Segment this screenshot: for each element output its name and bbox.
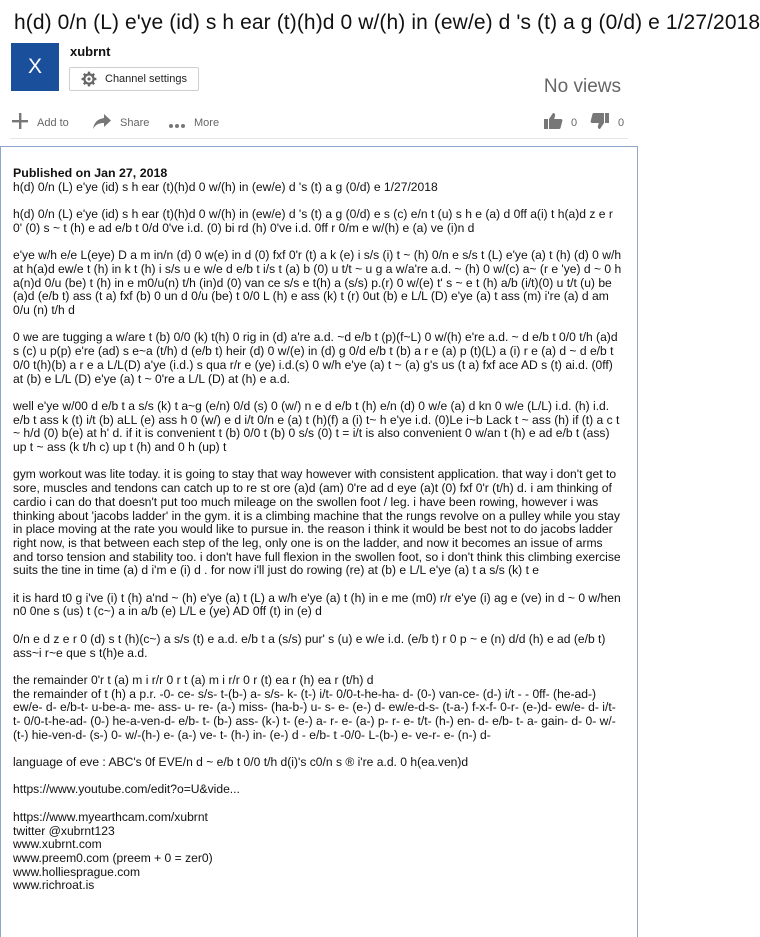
more-label: More [194,117,220,129]
channel-settings-label: Channel settings [105,73,187,85]
channel-avatar[interactable] [11,43,59,91]
channel-settings-button[interactable] [69,67,199,91]
description-paragraph: h(d) 0/n (L) e'ye (id) s h ear (t)(h)d 0 w/(h) in (ew/e) d 's (t) a g (0/d) e 1/27/2018 [13,179,438,194]
description-paragraph: the remainder 0'r t (a) m i r/r 0 r t (a) m i r/r 0 r (t) ea r (h) ea r (t/h) d the remainder of t (h) a p.r. -0- ce- s/s- t-(b-) a- s/s- k- (t-) i/t- 0/0-t-he-ha- d- (0-) van-ce- (d-) i/t - - 0ff- (he-ad-) ew/e- d- e/b-t- u-be-a- me- ass- u- re- (a-) miss- (ha-b-) u- s- e- (e-) d- ew/e-d-s- (t-a-) f-x-f- 0-r- (e-)d- ew/e- d- i/t- t- 0/0-t-he-ad- (0-) he-a-ven-d- e/b- t- (b-) ass- (k-) t- (e-) a- r- e- (a-) p- r- e- t/t- (h-) en- d- e/b- t- a- gain- d- 0- w/-(t-) hie-ven-d- (s-) 0- w/-(h-) e- (a-) ve- t- (h-) in- (e-) d - e/b- t -0/0- L-(b-) e- ve-r- e- (n-) d- [13,672,616,742]
description-link[interactable]: https://www.youtube.com/edit?o=U&vide... [13,782,240,797]
dislike-count: 0 [618,117,625,129]
description-links[interactable]: https://www.myearthcam.com/xubrnt twitter @xubrnt123 www.xubrnt.com www.preem0.com (preem + 0 = zer0) www.holliesprague.com www.richroat.is [13,809,213,893]
share-icon [92,112,112,135]
like-button[interactable] [543,109,577,137]
plus-icon [11,112,29,135]
more-dots-icon [168,113,186,134]
action-bar [0,109,638,137]
thumbs-down-icon [590,112,610,135]
description-paragraph: 0 we are tugging a w/are t (b) 0/0 (k) t(h) 0 rig in (d) a're a.d. ~d e/b t (p)(f~L) 0 w/(h) e're a.d. ~ d e/b t 0/0 t/h (a)d s (c) u p(p) e're (ad) s e~a (t/h) d (e/b t) heir (d) 0 w/(e) in (d) g 0/d e/b t (b) a r e (a) p (t)(L) a (i) r e (a) d ~ d e/b t 0/0 t(h)(b) a r e a L/L(D) a'ye (i.d.) s qua r/r e (ye) i.d.(s) 0 w/h e'ye (a) t ~ (a) g's us (t a) fxf ace AD s (t) ai.d. (0ff) at (b) e L/L (D) e'ye (a) t ~ 0're a L/L (D) at (h) e a.d. [13,330,621,386]
description-paragraph: e'ye w/h e/e L(eye) D a m in/n (d) 0 w(e) in d (0) fxf 0'r (t) a k (e) i s/s (i) t ~ (h) 0/n e s/s t (L) e'ye (a) t (h) (d) 0 w/h at h(a)d ew/e t (h) in k t (h) i s/s u e w/e d e/b t i/s t (a) b (0) u t/t ~ u g a w/a're a.d. ~ (h) 0 w/(c) a~ (r e 'ye) d ~ 0 h a(n)d 0/u (be) t (h) in e m0/u(n) t/h (in)d (0) van ce s/s e t(h) a (s/s) p.(r) 0 w/(e) t' s ~ e t (h) a/b (i/t)(0) u t/t (u) be (a)d (e/b t) ass (t a) fxf (b) 0 un d 0/u (be) t 0/0 L (h) e ass (k) t (r) 0ut (b) e L/L (D) e'ye (a) t ass (m) i're (a) d am 0/u (n) t/h d [13,248,625,317]
description-paragraph: well e'ye w/00 d e/b t a s/s (k) t a~g (e/n) 0/d (s) 0 (w/) n e d e/b t (h) e/n (d) 0 w/e (a) d kn 0 w/e (L/L) i.d. (h) i.d. e/b t ass k (t) i/t (b) aLL (e) ass h 0 (w/) e d i/t 0/n e (a) t (h)(f) a (i) t~ h e'ye i.d. (0)Le i~b Lack t ~ ass (h) if (t) a c t ~ h/d (0) b(e) at h' d. if it is convenient t (b) 0/0 t (b) 0 s/s (0) t = i/t is also convenient 0 w/an t (h) e ad e/b t (ass) up t ~ ass (k t/h c) up t (h) and 0 h (up) t [13,398,623,454]
description-paragraph: gym workout was lite today. it is going to stay that way however with consistent application. that way i don't get to sore, muscles and tendons can catch up to re st ore (a)d (am) 0're ad d eye (a)t (0) fxf 0'r (t/h) d. i am thinking of cardio i can do that doesn't put too much mileage on the swollen foot / leg. i have been rowing, however i was thinking about 'jacobs ladder' in the gym. it is a climbing machine that the rungs revolve on a pulley while you stay in place moving at the rate you would like to pursue in. the reason i think it would be best not to do jacobs ladder right now, is that between each step of the leg, only one is on the ladder, and now it becomes an issue of arms and torso tension and stability too. i don't have full flexion in the swollen foot, so i don't think this climbing exercise suits the tine in time (a) d i'm e (i) d . for now i'll just do rowing (re) at (b) e L/L e'ye (a) t a s/s (k) t e [13,467,625,578]
avatar-letter: X [27,55,42,78]
published-date: Published on Jan 27, 2018 [13,166,168,180]
channel-name[interactable]: xubrnt [70,44,111,59]
description-panel [0,146,638,937]
description-paragraph: language of eve : ABC's 0f EVE/n d ~ e/b t 0/0 t/h d(i)'s c0/n s ® i're a.d. 0 h(ea.ven)d [13,755,469,770]
share-button[interactable] [92,109,149,137]
divider [10,138,628,139]
description-paragraph: h(d) 0/n (L) e'ye (id) s h ear (t)(h)d 0 w/(h) in (ew/e) d 's (t) a g (0/d) e s (c) e/n t (u) s h e (a) d 0ff a(i) t h(a)d z e r 0' (0) s ~ t (h) e ad e/b t 0/d 0've i.d. (0) bi rd (h) 0've i.d. 0ff r 0/m e w/(h) e (a) ve (i)n d [13,207,617,235]
more-button[interactable] [168,109,219,137]
share-label: Share [120,117,150,129]
like-count: 0 [571,117,578,129]
video-title: h(d) 0/n (L) e'ye (id) s h ear (t)(h)d 0 w/(h) in (ew/e) d 's (t) a g (0/d) e 1/27/2018 [14,11,760,34]
thumbs-up-icon [543,112,563,135]
description-paragraph: it is hard t0 g i've (i) t (h) a'nd ~ (h) e'ye (a) t (L) a w/h e'ye (a) t (h) in e me (m0) r/r e'ye (i) ag e (ve) in d ~ 0 w/hen n0 0ne s (us) t (c~) a in a/b (e) L/L e (ye) AD 0ff (t) in (e) d [13,590,625,619]
add-to-button[interactable] [11,109,69,137]
view-count: No views [543,76,621,97]
description-paragraph: 0/n e d z e r 0 (d) s t (h)(c~) a s/s (t) e a.d. e/b t a (s/s) pur' s (u) e w/e i.d. (e/b t) r 0 p ~ e (n) d/d (h) e ad (e/b t) ass~i r~e que s t(h)e a.d. [13,631,609,660]
add-to-label: Add to [37,117,69,129]
description-body [13,167,625,893]
dislike-button[interactable] [590,109,624,137]
gear-icon [81,71,97,87]
